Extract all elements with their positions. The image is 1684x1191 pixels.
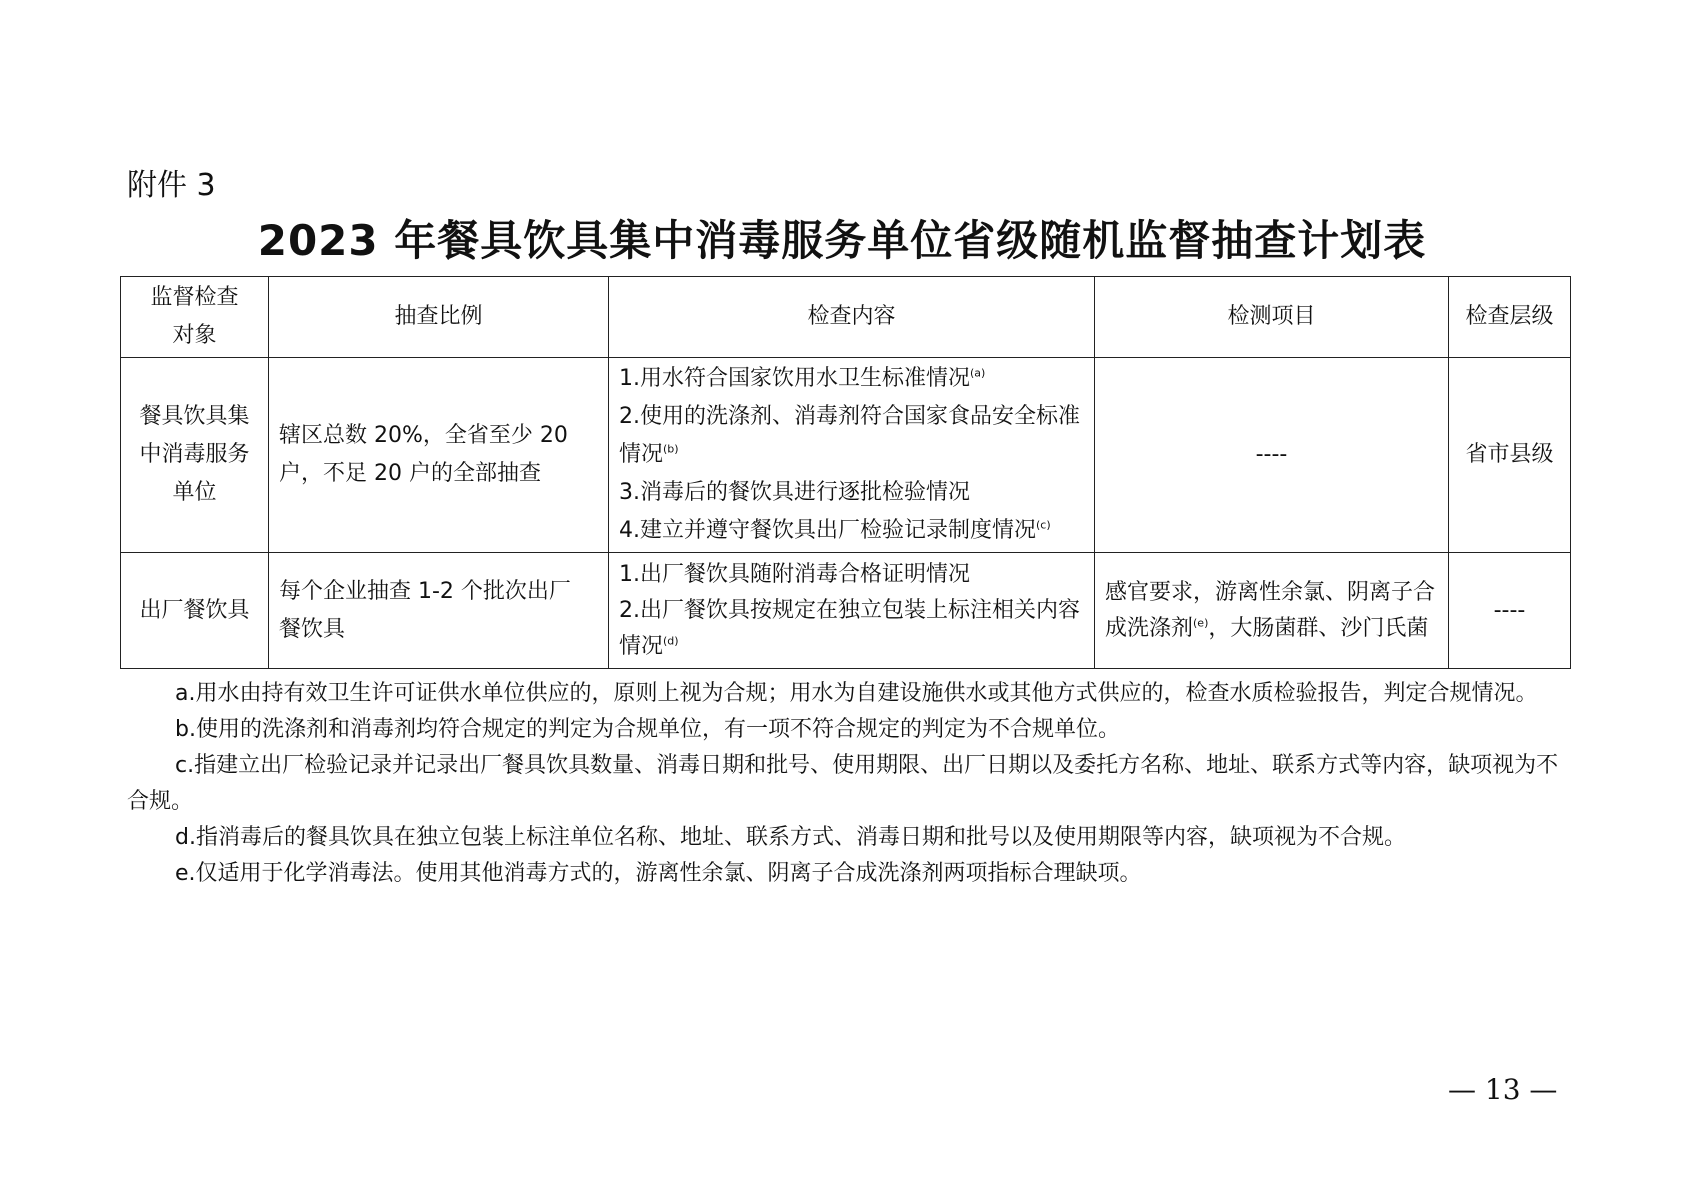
footnote-c: c.指建立出厂检验记录并记录出厂餐具饮具数量、消毒日期和批号、使用期限、出厂日期以及委托方名称、地址、联系方式等内容，缺项视为不合规。 xyxy=(127,753,1559,814)
row2-tests: 感官要求，游离性余氯、阴离子合成洗涤剂$^{(e)}$，大肠菌群、沙门氏菌 xyxy=(1095,553,1449,669)
content-item: 3.消毒后的餐饮具进行逐批检验情况 xyxy=(619,480,970,505)
header-content: 检查内容 xyxy=(609,277,1095,358)
inspection-plan-table xyxy=(120,276,1571,669)
content-item: 2.使用的洗涤剂、消毒剂符合国家食品安全标准情况$^{(b)}$ xyxy=(619,404,1080,467)
table-row xyxy=(121,553,1571,669)
footnote-e: e.仅适用于化学消毒法。使用其他消毒方式的，游离性余氯、阴离子合成洗涤剂两项指标合理缺项。 xyxy=(175,861,1142,886)
row1-object: 餐具饮具集 中消毒服务 单位 xyxy=(121,358,269,553)
row1-content xyxy=(609,358,1095,553)
row2-level: ---- xyxy=(1449,553,1571,669)
header-tests: 检测项目 xyxy=(1095,277,1449,358)
row2-object: 出厂餐饮具 xyxy=(121,553,269,669)
row2-content xyxy=(609,553,1095,669)
page-number: — 13 — xyxy=(1448,1073,1558,1106)
content-item: 4.建立并遵守餐饮具出厂检验记录制度情况$^{(c)}$ xyxy=(619,518,1051,543)
footnote-a: a.用水由持有效卫生许可证供水单位供应的，原则上视为合规；用水为自建设施供水或其他方式供应的，检查水质检验报告，判定合规情况。 xyxy=(175,681,1538,706)
document-title: 2023 年餐具饮具集中消毒服务单位省级随机监督抽查计划表 xyxy=(257,216,1427,265)
table-row xyxy=(121,358,1571,553)
header-level: 检查层级 xyxy=(1449,277,1571,358)
row1-tests: ---- xyxy=(1095,358,1449,553)
table-header-row xyxy=(121,277,1571,358)
content-item: 2.出厂餐饮具按规定在独立包装上标注相关内容情况$^{(d)}$ xyxy=(619,597,1080,659)
footnotes xyxy=(127,676,1567,892)
row2-ratio: 每个企业抽查 1-2 个批次出厂 餐饮具 xyxy=(269,553,609,669)
footnote-b: b.使用的洗涤剂和消毒剂均符合规定的判定为合规单位，有一项不符合规定的判定为不合规单位。 xyxy=(175,717,1120,742)
content-item: 1.出厂餐饮具随附消毒合格证明情况 xyxy=(619,561,970,587)
footnote-d: d.指消毒后的餐具饮具在独立包装上标注单位名称、地址、联系方式、消毒日期和批号以及使用期限等内容，缺项视为不合规。 xyxy=(175,825,1406,850)
row1-ratio: 辖区总数 20%，全省至少 20 户，不足 20 户的全部抽查 xyxy=(269,358,609,553)
content-item: 1.用水符合国家饮用水卫生标准情况$^{(a)}$ xyxy=(619,366,986,391)
row1-level: 省市县级 xyxy=(1449,358,1571,553)
header-object: 监督检查 对象 xyxy=(121,277,269,358)
attachment-label: 附件 3 xyxy=(127,168,216,203)
header-ratio: 抽查比例 xyxy=(269,277,609,358)
